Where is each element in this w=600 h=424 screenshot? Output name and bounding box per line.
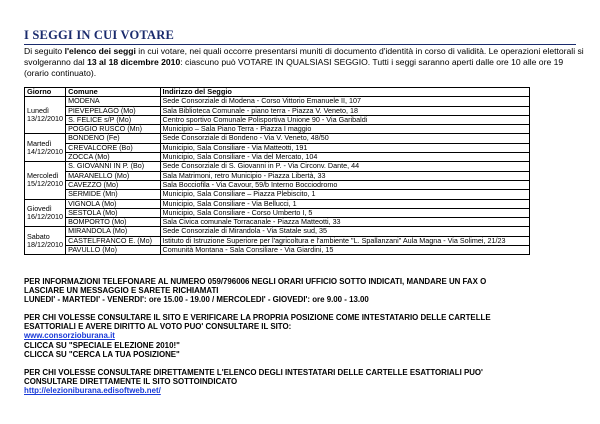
address-cell: Centro sportivo Comunale Polisportiva Unione 90 - Via Garibaldi xyxy=(160,115,529,124)
table-row xyxy=(25,218,530,227)
address-cell: Sala Civica comunale Torracanale - Piazza Matteotti, 33 xyxy=(160,218,529,227)
municipality-cell: POGGIO RUSCO (Mn) xyxy=(66,125,160,134)
table-row xyxy=(25,162,530,171)
day-cell xyxy=(25,162,66,199)
municipality-cell: S. FELICE s/P (Mo) xyxy=(66,115,160,124)
address-cell: Municipio, Sala Consiliare - Via del Mercato, 104 xyxy=(160,153,529,162)
polling-stations-table xyxy=(24,87,530,255)
municipality-cell: SERMIDE (Mn) xyxy=(66,190,160,199)
page-title: I SEGGI IN CUI VOTARE xyxy=(24,28,175,42)
table-row xyxy=(25,180,530,189)
table-row xyxy=(25,97,530,106)
day-name: Sabato xyxy=(27,231,50,241)
day-date: 14/12/2010 xyxy=(27,146,63,156)
table-row xyxy=(25,171,530,180)
table-row xyxy=(25,190,530,199)
address-cell: Municipio, Sala Consiliare - Via Bellucci, 1 xyxy=(160,199,529,208)
address-cell: Comunità Montana - Sala Consiliare - Via Giardini, 15 xyxy=(160,246,529,255)
municipality-cell: BONDENO (Fe) xyxy=(66,134,160,143)
municipality-cell: PIEVEPELAGO (Mo) xyxy=(66,106,160,115)
intro-paragraph xyxy=(24,46,584,79)
municipality-cell: VIGNOLA (Mo) xyxy=(66,199,160,208)
address-cell: Sede Consorziale di Bondeno - Via V. Veneto, 48/50 xyxy=(160,134,529,143)
address-cell: Sala Bocciofila - Via Cavour, 59/b Interno Bocciodromo xyxy=(160,180,529,189)
phone-info-block xyxy=(24,277,584,305)
address-cell: Municipio – Sala Piano Terra - Piazza I maggio xyxy=(160,125,529,134)
table-row xyxy=(25,153,530,162)
day-date: 15/12/2010 xyxy=(27,179,63,189)
day-name: Mercoledì xyxy=(27,171,59,181)
address-cell: Municipio, Sala Consiliare - Via Matteotti, 191 xyxy=(160,143,529,152)
municipality-cell: CAVEZZO (Mo) xyxy=(66,180,160,189)
table-row xyxy=(25,125,530,134)
header-address: Indirizzo del Seggio xyxy=(160,88,529,97)
municipality-cell: ZOCCA (Mo) xyxy=(66,153,160,162)
table-row xyxy=(25,143,530,152)
instruction-line-1: CLICCA SU "SPECIALE ELEZIONE 2010!" xyxy=(24,340,180,350)
site-info-block xyxy=(24,313,584,359)
table-body xyxy=(25,97,530,255)
municipality-cell: CASTELFRANCO E. (Mo) xyxy=(66,236,160,245)
municipality-cell: CREVALCORE (Bo) xyxy=(66,143,160,152)
intro-bold-1: l'elenco dei seggi xyxy=(64,46,136,56)
consorzio-link[interactable]: www.consorzioburana.it xyxy=(24,331,115,341)
day-date: 18/12/2010 xyxy=(27,239,63,249)
direct-list-block xyxy=(24,368,584,396)
table-row xyxy=(25,134,530,143)
address-cell: Municipio, Sala Consiliare - Corso Umberto I, 5 xyxy=(160,208,529,217)
table-row xyxy=(25,115,530,124)
direct-list-line-1: PER CHI VOLESSE CONSULTARE DIRETTAMENTE L'ELENCO DEGLI INTESTATARI DELLE CARTELLE ESATTORIALI PUO' xyxy=(24,368,483,377)
day-name: Lunedì xyxy=(27,106,49,116)
day-cell xyxy=(25,97,66,134)
address-cell: Sede Consorziale di Modena - Corso Vittorio Emanuele II, 107 xyxy=(160,97,529,106)
day-name: Martedì xyxy=(27,138,52,148)
intro-bold-2: 13 al 18 dicembre 2010 xyxy=(87,57,181,67)
address-cell: Municipio, Sala Consiliare – Piazza Plebiscito, 1 xyxy=(160,190,529,199)
day-name: Giovedì xyxy=(27,203,52,213)
intro-text-2: in cui votare, nei quali occorre presentarsi muniti di documento d'identità in corso di validità. Le operazioni elettorali si svolgeranno dal xyxy=(24,46,584,67)
municipality-cell: MARANELLO (Mo) xyxy=(66,171,160,180)
site-info-line-1: PER CHI VOLESSE CONSULTARE IL SITO E VERIFICARE LA PROPRIA POSIZIONE COME INTESTATARIO DELLE CARTELLE xyxy=(24,313,491,322)
day-cell xyxy=(25,199,66,227)
site-info-line-2: ESATTORIALI E AVERE DIRITTO AL VOTO PUO' CONSULTARE IL SITO: xyxy=(24,322,292,332)
title-divider xyxy=(24,44,576,45)
municipality-cell: MODENA xyxy=(66,97,160,106)
intro-text-3: : ciascuno può VOTARE IN QUALSIASI SEGGIO. Tutti i seggi saranno aperti dalle ore 10 alle ore 19 (orario continuato). xyxy=(24,57,564,78)
table-header-row xyxy=(25,88,530,97)
address-cell: Sala Biblioteca Comunale - piano terra - Piazza V. Veneto, 18 xyxy=(160,106,529,115)
address-cell: Sede Consorziale di Mirandola - Via Statale sud, 35 xyxy=(160,227,529,236)
phone-info-line-2: LASCIARE UN MESSAGGIO E SARETE RICHIAMATI xyxy=(24,286,219,296)
day-cell xyxy=(25,134,66,162)
header-day: Giorno xyxy=(25,88,66,97)
table-row xyxy=(25,208,530,217)
municipality-cell: PAVULLO (Mo) xyxy=(66,246,160,255)
elezioni-link[interactable]: http://elezioniburana.edisoftweb.net/ xyxy=(24,386,161,396)
table-row xyxy=(25,106,530,115)
phone-info-line-1: PER INFORMAZIONI TELEFONARE AL NUMERO 059/796006 NEGLI ORARI UFFICIO SOTTO INDICATI, MANDARE UN FAX O xyxy=(24,277,487,286)
municipality-cell: MIRANDOLA (Mo) xyxy=(66,227,160,236)
office-hours-line: LUNEDI' - MARTEDI' - VENERDI': ore 15.00 - 19.00 / MERCOLEDI' - GIOVEDI': ore 9.00 - 13.00 xyxy=(24,295,369,305)
direct-list-line-2: CONSULTARE DIRETTAMENTE IL SITO SOTTOINDICATO xyxy=(24,377,238,387)
table-row xyxy=(25,227,530,236)
municipality-cell: SESTOLA (Mo) xyxy=(66,208,160,217)
day-date: 13/12/2010 xyxy=(27,114,63,124)
table-row xyxy=(25,236,530,245)
municipality-cell: S. GIOVANNI IN P. (Bo) xyxy=(66,162,160,171)
address-cell: Istituto di Istruzione Superiore per l'agricoltura e l'ambiente "L. Spallanzani" Aula Magna - Via Solimei, 21/23 xyxy=(160,236,529,245)
address-cell: Sede Consorziale di S. Giovanni in P. - Via Circonv. Dante, 44 xyxy=(160,162,529,171)
intro-text-1: Di seguito xyxy=(24,46,65,56)
table-row xyxy=(25,199,530,208)
day-cell xyxy=(25,227,66,255)
day-date: 16/12/2010 xyxy=(27,212,63,221)
header-municipality: Comune xyxy=(66,88,160,97)
instruction-line-2: CLICCA SU "CERCA LA TUA POSIZIONE" xyxy=(24,349,180,359)
table-row xyxy=(25,246,530,255)
address-cell: Sala Matrimoni, retro Municipio - Piazza Libertà, 33 xyxy=(160,171,529,180)
municipality-cell: BOMPORTO (Mo) xyxy=(66,218,160,227)
